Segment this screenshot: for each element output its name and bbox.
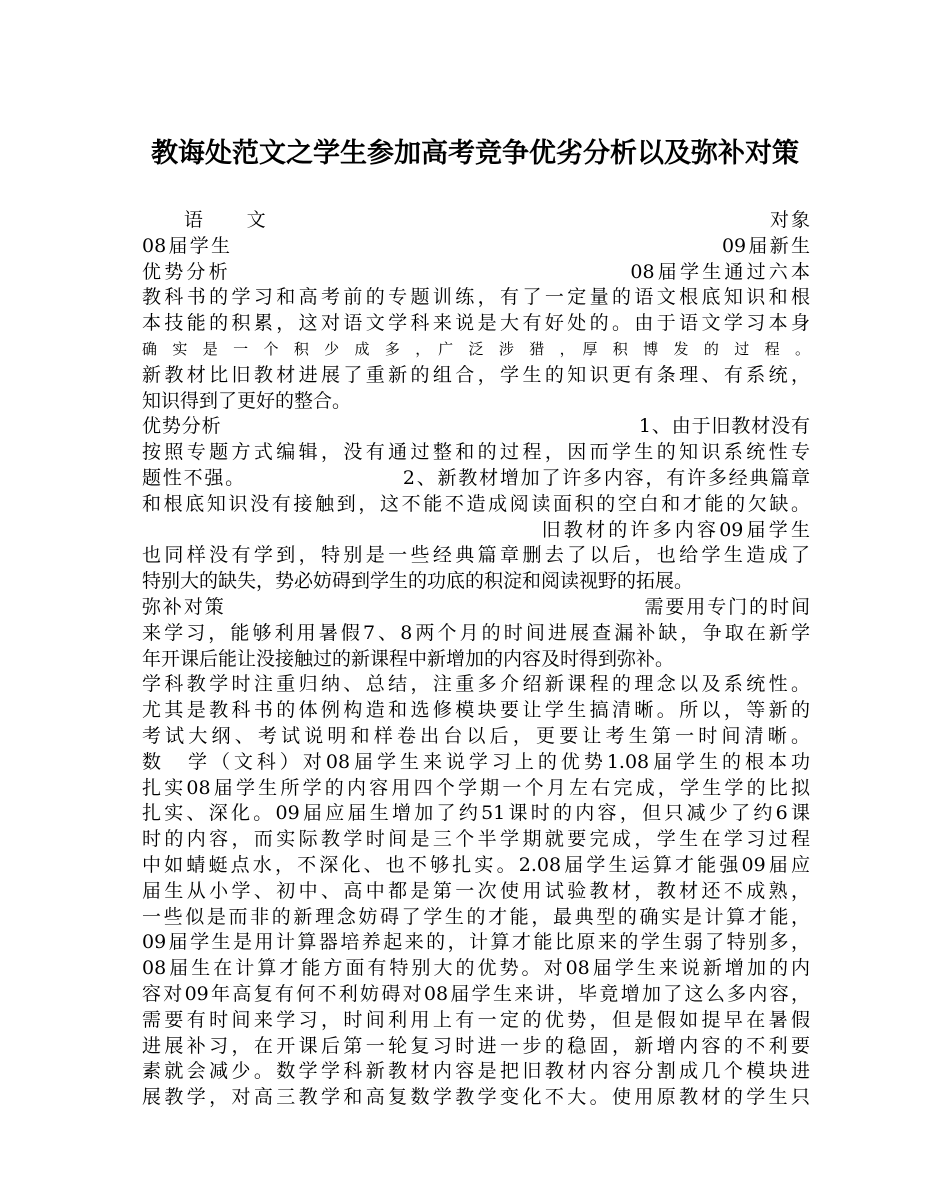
body-line: 进展补习，在开课后第一轮复习时进一步的稳固，新增内容的不利要 bbox=[142, 1034, 810, 1057]
body-line: 扎实、深化。09届应届生增加了约51课时的内容，但只减少了约6课 bbox=[142, 802, 810, 825]
body-line: 一些似是而非的新理念妨碍了学生的才能，最典型的确实是计算才能， bbox=[142, 905, 810, 928]
document-body bbox=[142, 208, 810, 1111]
body-line: 时的内容，而实际教学时间是三个半学期就要完成，学生在学习过程 bbox=[142, 828, 810, 851]
body-line: 特别大的缺失，势必妨碍到学生的功底的积淀和阅读视野的拓展。 bbox=[142, 570, 694, 593]
body-line: 确 实 是 一 个 积 少 成 多 ， 广 泛 涉 猎 ， 厚 积 博 发 的 过 程 。 bbox=[142, 339, 810, 358]
body-line: 09届学生是用计算器培养起来的，计算才能比原来的学生弱了特别多， bbox=[142, 931, 810, 954]
body-line: 08届生在计算才能方面有特别大的优势。对08届学生来说新增加的内 bbox=[142, 957, 810, 980]
body-line: 08届学生 09届新生 bbox=[142, 234, 810, 257]
body-line: 容对09年高复有何不利妨碍对08届学生来讲，毕竟增加了这么多内容， bbox=[142, 982, 810, 1005]
body-line: 按照专题方式编辑，没有通过整和的过程，因而学生的知识系统性专 bbox=[142, 441, 810, 464]
body-line: 中如蜻蜓点水，不深化、也不够扎实。2.08届学生运算才能强09届应 bbox=[142, 853, 810, 876]
body-line: 来学习，能够利用暑假7、8两个月的时间进展查漏补缺，争取在新学 bbox=[142, 621, 810, 644]
body-line: 优势分析 08届学生通过六本 bbox=[142, 260, 810, 283]
body-line: 旧教材的许多内容09届学生 bbox=[142, 518, 810, 541]
body-line: 和根底知识没有接触到，这不能不造成阅读面积的空白和才能的欠缺。 bbox=[142, 492, 810, 515]
body-line: 年开课后能让没接触过的新课程中新增加的内容及时得到弥补。 bbox=[142, 647, 675, 670]
body-line: 新教材比旧教材进展了重新的组合，学生的知识更有条理、有系统， bbox=[142, 363, 810, 386]
body-line: 弥补对策 需要用专门的时间 bbox=[142, 595, 810, 618]
body-line: 语 文 对象 bbox=[142, 209, 810, 231]
body-line: 优势分析 1、由于旧教材没有 bbox=[142, 415, 810, 438]
body-line: 考试大纲、考试说明和样卷出台以后，更要让考生第一时间清晰。 bbox=[142, 724, 810, 747]
document-title: 教诲处范文之学生参加高考竞争优劣分析以及弥补对策 bbox=[151, 138, 799, 169]
body-line: 本技能的积累，这对语文学科来说是大有好处的。由于语文学习本身 bbox=[142, 312, 810, 335]
body-line: 题性不强。 2、新教材增加了许多内容，有许多经典篇章 bbox=[142, 466, 810, 489]
body-line: 尤其是教科书的体例构造和选修模块要让学生搞清晰。所以，等新的 bbox=[142, 699, 810, 722]
body-line: 扎实08届学生所学的内容用四个学期一个月左右完成，学生学的比拟 bbox=[142, 776, 810, 799]
body-line: 需要有时间来学习，时间利用上有一定的优势，但是假如提早在暑假 bbox=[142, 1008, 810, 1031]
body-line: 教科书的学习和高考前的专题训练，有了一定量的语文根底知识和根 bbox=[142, 286, 810, 309]
body-line: 届生从小学、初中、高中都是第一次使用试验教材，教材还不成熟， bbox=[142, 879, 810, 902]
body-line: 知识得到了更好的整合。 bbox=[142, 389, 352, 412]
body-line: 素就会减少。数学学科新教材内容是把旧教材内容分割成几个模块进 bbox=[142, 1060, 810, 1083]
body-line: 数 学（文科）对08届学生来说学习上的优势1.08届学生的根本功 bbox=[142, 750, 810, 773]
body-line: 也同样没有学到，特别是一些经典篇章删去了以后，也给学生造成了 bbox=[142, 544, 810, 567]
body-line: 学科教学时注重归纳、总结，注重多介绍新课程的理念以及系统性。 bbox=[142, 673, 810, 696]
body-line: 展教学，对高三教学和高复数学教学变化不大。使用原教材的学生只 bbox=[142, 1086, 810, 1109]
